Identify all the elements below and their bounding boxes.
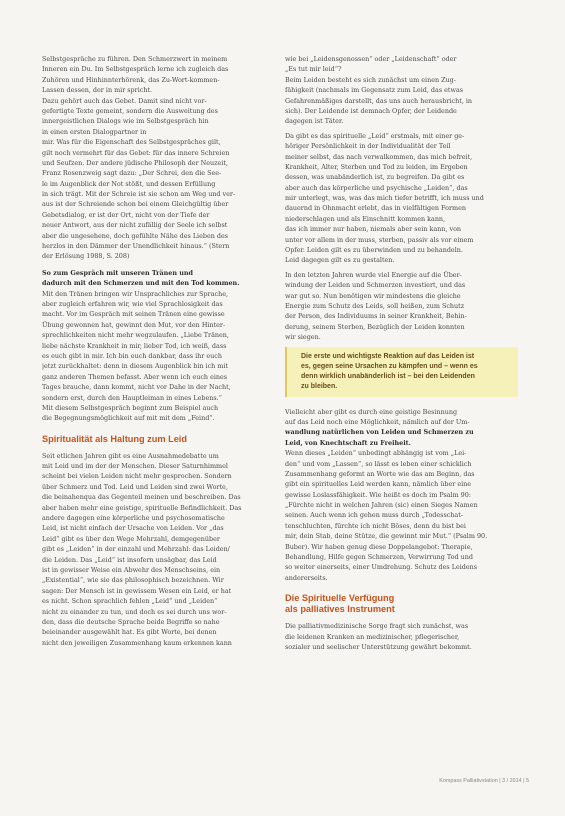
text-line: ist in gewisser Weise ein Abwehr des Menschseins, ein [42, 565, 221, 574]
text-line: „Existential“, wie sie das philosophisch bezeichnen. Wir [42, 576, 224, 585]
text-line: wandlung natürlichen von Leiden und Schmerzen zu [285, 428, 474, 437]
text-line: fähigkeit (nachmals im Gegensatz zum Leid, das etwas [285, 86, 464, 95]
text-line: den“ und vom „Lassen“, so lässt es leben einer schicklich [285, 459, 472, 468]
text-line: Vielleicht aber gibt es durch eine geistige Besinnung [285, 407, 458, 416]
text-line: le im Augenblick der Not stößt, und dessen Erfüllung [42, 179, 216, 188]
right-paragraph-3 [285, 270, 518, 343]
text-line: Dazu gehört auch das Gebet. Damit sind nicht vor- [42, 96, 207, 105]
text-line: sprechlichkeiten nicht mehr wegzulaufen. „Liebe Tränen, [42, 331, 229, 340]
text-line: die beinahenqua das Gegenteil meinen und beschreiben. Das [42, 493, 241, 502]
text-line: meiner selbst, das nach verwalkommen, das mich befreit, [285, 152, 473, 161]
text-line: beieinander ausgewählt hat. Es gibt Worte, bei denen [42, 628, 217, 637]
section-heading-spiritualitaet: Spiritualität als Haltung zum Leid [42, 433, 187, 444]
page-footer: Kompass Palliativstation | 3 / 2014 | 5 [439, 778, 529, 784]
text-line: Gebetsdialog, er ist der Ort, nicht von der Tiefe der [42, 210, 210, 219]
text-line: gibt es „Leiden“ in der einzahl und Mehrzahl: das Leiden/ [42, 545, 230, 554]
left-column [42, 54, 275, 648]
text-line: Beim Leiden besteht es sich zunächst um einen Zug- [285, 75, 456, 84]
callout-line: es, gegen seine Ursachen zu kämpfen und – wenn es [301, 362, 478, 370]
left-paragraph-3 [42, 451, 275, 648]
text-line: mit Leid und im der der Menschen. Dieser Saturnhimmel [42, 462, 228, 471]
right-paragraph-4 [285, 407, 518, 584]
text-line: dauernd in Ohnmacht erlebt, das in vielfältigen Formen [285, 204, 466, 213]
text-line: Buber). Wir haben genug diese Doppelangebot: Therapie, [285, 542, 473, 551]
text-line: ganz anderen Themen befasst. Aber wenn ich euch eines [42, 372, 228, 381]
text-line: es euch gibt in mir. Ich bin euch dankbar, dass ihr euch [42, 351, 222, 360]
text-line: war gut so. Nun benötigen wir mindestens die gleiche [285, 291, 461, 300]
text-line: wir siegen. [285, 333, 321, 342]
callout-line: zu bleiben. [301, 382, 338, 390]
text-line: auf das Leid noch eine Möglichkeit, nämlich auf der Um- [285, 417, 470, 426]
text-line: dagegen ist Täter. [285, 117, 344, 126]
text-line: andererseits. [285, 573, 328, 582]
text-line: Opfer. Leiden gilt es zu überwinden und zu behandeln. [285, 246, 463, 255]
text-line: dadurch mit den Schmerzen und mit den Tod kommen. [42, 279, 240, 288]
text-line: aber die ungesehene, doch gefühlte Nähe des Lieben des [42, 231, 229, 240]
text-line: der Person, des Individuums in seiner Krankheit, Behin- [285, 312, 467, 321]
text-line: seinen. Auch wenn ich gehen muss durch „Todesschat- [285, 511, 463, 520]
text-line: so weiter einerseits, einer Umdrehung. Schutz des Leidens [285, 563, 478, 572]
text-line: windung der Leiden und Schmerzen investiert, und das [285, 281, 466, 290]
text-line: Franz Rosenzweig sagt dazu: „Der Schrei, den die See- [42, 169, 222, 178]
text-line: innergeistlichen Dialogs wie im Selbstgespräch hin [42, 117, 209, 126]
text-line: das ich immer nur haben, niemals aber sein kann, von [285, 225, 462, 234]
text-line: Selbstgespräche zu führen. Den Schmerzwert in meinem [42, 55, 228, 63]
text-line: Tages brauche, dann kommt, nicht vor Dahe in der Nacht, [42, 383, 231, 392]
text-line: Zuhören und Hinhinnterhörenk, das Zu-Wort-kommen- [42, 75, 220, 84]
text-line: nicht zu einander zu tun, und doch es sei durch uns wor- [42, 607, 227, 616]
text-line: wie bei „Leidensgenossen“ oder „Leidenschaft“ oder [285, 55, 457, 63]
text-line: der Erlösung 1988, S. 208) [42, 252, 130, 261]
text-line: mir unterlegt, was, was das mich tiefer betrifft, ich muss und [285, 194, 484, 203]
text-line: sozialer und seelischer Unterstützung gewährt bekommt. [285, 642, 472, 651]
text-line: die leidenen Kranken an medizinischer, pflegerischer, [285, 632, 460, 641]
text-line: derung, seinem Sterben, Bezüglich der Leiden konnten [285, 322, 465, 331]
text-line: und Seufzen. Der andere jüdische Philosoph der Neuzeit, [42, 158, 228, 167]
text-line: in sich trägt. Mit der Schreie ist sie schon am Weg und ver- [42, 190, 236, 199]
text-line: nicht den jeweiligen Zusammenhang kaum erkennen kann [42, 638, 232, 647]
text-line: Mit den Tränen bringen wir Unsprachliches zur Sprache, [42, 289, 229, 298]
text-line: Übung gewonnen hat, gewinnt den Mut, vor den Hinter- [42, 320, 226, 329]
text-line: tenschluchten, fürchte ich nicht Böses, denn du bist bei [285, 521, 466, 530]
text-line: sich). Der Leidende ist demnach Opfer, der Leidende [285, 106, 457, 115]
text-line: „Es tut mir leid“? [285, 65, 342, 74]
left-paragraph-1 [42, 54, 275, 262]
callout-line: Die erste und wichtigste Reaktion auf das Leiden ist [301, 352, 475, 360]
text-line: den, dass die deutsche Sprache beide Begriffe so nahe [42, 617, 220, 626]
text-line: gilt noch vermehrt für das Gebet: für das innere Schreien [42, 148, 230, 157]
text-line: scheint bei vielen Leiden nicht mehr gesprochen. Sondern [42, 472, 232, 481]
text-line: neuer Antwort, aus der nicht zufällig der Seele ich selbst [42, 221, 228, 230]
text-line: die Begegnungsmöglichkeit auf mit mit dem „Feind“. [42, 414, 215, 423]
text-line: niederschlagen und als Einschnitt kommen kann, [285, 214, 446, 223]
text-line: dessen, was unabänderlich ist, zu begreifen. Da gibt es [285, 173, 465, 182]
text-line: Gefahrenmäßiges darstellt, das uns auch herausbricht, in [285, 96, 473, 105]
text-line: herzlos in den Dämmer der Unendlichkeit hinaus.“ (Stern [42, 242, 230, 251]
text-line: In den letzten Jahren wurde viel Energie auf die Über- [285, 270, 462, 279]
text-line: liebe nächste Krankheit in mir, lieber Tod, ich weiß, dass [42, 341, 227, 350]
text-line: über Schmerz und Tod. Leid und Leiden sind zwei Worte, [42, 482, 228, 491]
text-line: Leid, von Knechtschaft zu Freiheit. [285, 438, 411, 447]
section-heading-verfuegung: Die Spirituelle Verfügung als palliatives Instrument [285, 593, 395, 615]
text-line: gewisse Loslassfähigkeit. Wie heißt es doch im Psalm 90: [285, 490, 471, 499]
text-line: aber haben mehr eine geistige, spirituelle Befindlichkeit. Das [42, 503, 242, 512]
text-line: Da gibt es das spirituelle „Leid“ erstmals, mit einer ge- [285, 131, 465, 140]
right-paragraph-1 [285, 54, 518, 127]
callout-line: denn wirklich unabänderlich ist – bei den Leidenden [301, 372, 475, 380]
text-line: Behandlung, Hilfe gegen Schmerzen, Verwirrung Tod und [285, 553, 473, 562]
pull-quote-callout [285, 347, 518, 397]
text-line: Inneren ein Du. Im Selbstgespräch lerne ich zugleich das [42, 65, 229, 74]
text-line: Die palliativmedizinische Sorge fragt sich zunächst, was [285, 622, 469, 631]
left-paragraph-2 [42, 268, 275, 424]
right-column [285, 54, 518, 652]
text-line: Lassen dessen, der in mir spricht. [42, 86, 153, 95]
text-line: Zusammenhang geformt an Worte wie das am Beginn, das [285, 469, 475, 478]
text-line: höriger Persönlichkeit in der Individualität der Teil [285, 142, 451, 151]
text-line: So zum Gespräch mit unseren Tränen und [42, 268, 193, 277]
text-line: aus ist der Schreiende schon bei einem Gleichgültig über [42, 200, 229, 209]
text-line: jetzt zurückhaltet: denn in diesem Augenblick bin ich mit [42, 362, 228, 371]
text-line: Mit diesem Selbstgespräch beginnt zum Beispiel auch [42, 403, 219, 412]
text-line: sagen: Der Mensch ist in gewissem Wesen ein Leid, er hat [42, 586, 232, 595]
text-line: gibt ein spirituelles Leid werden kann, nämlich über eine [285, 480, 472, 489]
text-line: „Fürchte nicht in welchen Jahren (sic) einen Sieges Namen [285, 501, 478, 510]
right-paragraph-2 [285, 131, 518, 266]
text-line: mir, dein Stab, deine Stütze, die gewinnt mir Mut.“ (Psalm 90. [285, 532, 488, 541]
right-paragraph-5 [285, 621, 518, 652]
text-line: aber auch das körperliche und psychische „Leiden“, das [285, 183, 468, 192]
text-line: gefertigte Texte gemeint, sondern die Ausweitung des [42, 106, 218, 115]
text-line: sondern erst, durch den Hauptleiman in eines Lebens.“ [42, 393, 222, 402]
text-line: andere dagegen eine körperliche und psychosomatische [42, 514, 225, 523]
text-line: unter vor allem in der muss, sterben, passiv als vor einem [285, 235, 474, 244]
text-line: es nicht. Schon sprachlich fehlen „Leid“ und „Leiden“ [42, 597, 218, 606]
text-line: mir. Was für die Eigenschaft des Selbstgespräches gilt, [42, 138, 221, 147]
text-line: aber zugleich erfahren wir, wie viel Sprachlosigkeit das [42, 299, 223, 308]
text-line: Krankheit, Alter, Sterben und Tod zu leiden, im Ergeben [285, 162, 468, 171]
text-line: die Leiden. Das „Leid“ ist insofern unsägbar, das Leid [42, 555, 217, 564]
text-line: macht. Vor im Gespräch mit seinen Tränen eine gewisse [42, 310, 225, 319]
text-line: Wenn dieses „Leiden“ unbedingt abhängig ist vom „Lei- [285, 449, 467, 458]
text-line: Energie zum Schutz des Leids, soll heißen, zum Schutz [285, 301, 465, 310]
text-line: Seit etlichen Jahren gibt es eine Ausnahmedebatte um [42, 451, 219, 460]
text-line: Leid, ist nicht einfach der Ursache von Leiden. Vor „das [42, 524, 224, 533]
text-line: Leid dagegen gilt es zu gestalten. [285, 256, 395, 265]
text-line: Leid“ gibt es über den Wege Mehrzahl, demgegenüber [42, 534, 220, 543]
text-line: in einen ersten Dialogpartner in [42, 127, 147, 136]
